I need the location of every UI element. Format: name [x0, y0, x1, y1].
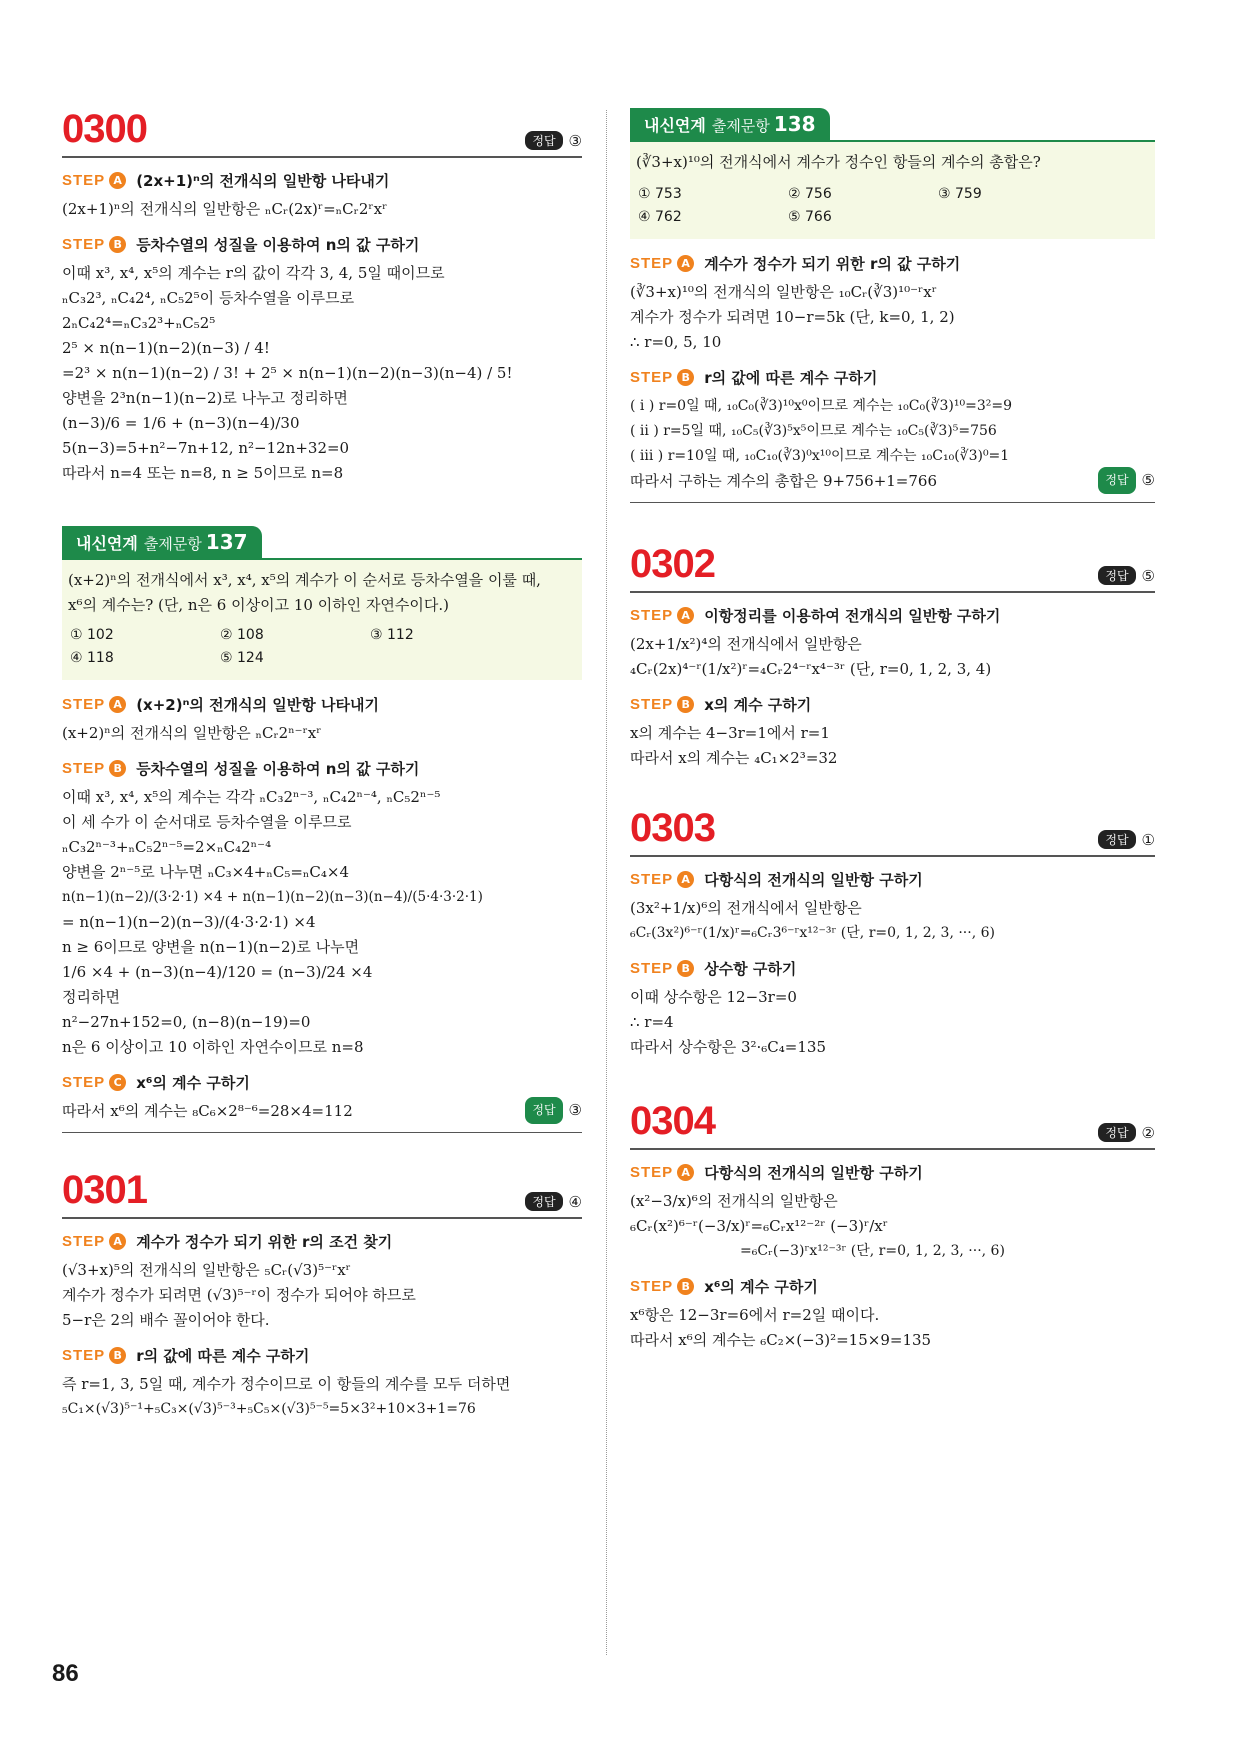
solution-line: (2x+1)ⁿ의 전개식의 일반항은 ₙCᵣ(2x)ʳ=ₙCᵣ2ʳxʳ [62, 200, 388, 218]
answer-value: ② [1141, 1123, 1155, 1142]
left-column [62, 108, 582, 1422]
problem-0303 [630, 807, 1155, 1060]
tag-number: 137 [205, 530, 248, 554]
solution-line: (2x+1/x²)⁴의 전개식에서 일반항은 [630, 635, 862, 653]
step-title: 다항식의 전개식의 일반항 구하기 [704, 1164, 923, 1182]
right-column [630, 108, 1155, 1353]
linked-problem-138 [630, 108, 1155, 239]
answer-value: ⑤ [1141, 566, 1155, 585]
solution-line [630, 469, 1155, 494]
tag-sub: 출제문항 [711, 117, 770, 135]
linked-problem-header [630, 108, 1155, 142]
option: ④ 762 [638, 209, 682, 225]
problem-0302 [630, 543, 1155, 771]
problem-header [630, 1100, 1155, 1150]
solution-line: (x²−3/x)⁶의 전개식의 일반항은 [630, 1192, 838, 1210]
step-a: STEP A (x+2)ⁿ의 전개식의 일반항 나타내기 [62, 696, 379, 714]
problem-header [630, 543, 1155, 593]
step-a: STEP A 계수가 정수가 되기 위한 r의 값 구하기 [630, 255, 961, 273]
step-a: STEP A 계수가 정수가 되기 위한 r의 조건 찾기 [62, 1233, 393, 1251]
linked-problem-header [62, 526, 582, 560]
question-line: (x+2)ⁿ의 전개식에서 x³, x⁴, x⁵의 계수가 이 순서로 등차수열을 이룰 때, [68, 571, 541, 589]
step-a: STEP A 다항식의 전개식의 일반항 구하기 [630, 1164, 923, 1182]
solution-line: 5(n−3)=5+n²−7n+12, n²−12n+32=0 [62, 439, 350, 457]
step-letter: A [677, 871, 694, 888]
problem-0301 [62, 1169, 582, 1422]
solution-line: =2³ × n(n−1)(n−2) / 3! + 2⁵ × n(n−1)(n−2)(n−3)(n−4) / 5! [62, 364, 513, 382]
step-letter: A [109, 696, 126, 713]
answer-value: ① [1141, 830, 1155, 849]
step-b: STEP B 상수항 구하기 [630, 960, 797, 978]
step-letter: B [677, 369, 694, 386]
solution-line: 즉 r=1, 3, 5일 때, 계수가 정수이므로 이 항들의 계수를 모두 더하면 [62, 1375, 511, 1393]
solution-line: (n−3)/6 = 1/6 + (n−3)(n−4)/30 [62, 414, 300, 432]
column-divider [606, 110, 607, 1655]
step-title: 이항정리를 이용하여 전개식의 일반항 구하기 [704, 607, 1001, 625]
option: ⑤ 766 [788, 209, 832, 225]
solution-line: 양변을 2³n(n−1)(n−2)로 나누고 정리하면 [62, 389, 348, 407]
step-title: 다항식의 전개식의 일반항 구하기 [704, 871, 923, 889]
step-title: (x+2)ⁿ의 전개식의 일반항 나타내기 [136, 696, 379, 714]
step-title: 등차수열의 성질을 이용하여 n의 값 구하기 [136, 760, 420, 778]
answer-options [630, 183, 1155, 229]
solution-line: 양변을 2ⁿ⁻⁵로 나누면 ₙC₃×4+ₙC₅=ₙC₄×4 [62, 863, 349, 881]
option: ③ 112 [370, 627, 414, 643]
option: ③ 759 [938, 186, 982, 202]
solution-line: 2ₙC₄2⁴=ₙC₃2³+ₙC₅2⁵ [62, 314, 216, 332]
solution-line: ₅C₁×(√3)⁵⁻¹+₅C₃×(√3)⁵⁻³+₅C₅×(√3)⁵⁻⁵=5×3²+10×3+1=76 [62, 1401, 476, 1417]
problem-header [630, 807, 1155, 857]
step-b: STEP B x의 계수 구하기 [630, 696, 812, 714]
solution-text: 따라서 구하는 계수의 총합은 9+756+1=766 [630, 472, 938, 490]
answer [1098, 830, 1155, 849]
step-letter: A [677, 607, 694, 624]
solution-line: ₄Cᵣ(2x)⁴⁻ʳ(1/x²)ʳ=₄Cᵣ2⁴⁻ʳx⁴⁻³ʳ (단, r=0, 1, 2, 3, 4) [630, 660, 992, 678]
option: ① 102 [70, 627, 114, 643]
problem-0304 [630, 1100, 1155, 1353]
step-letter: B [109, 1347, 126, 1364]
step-letter: B [109, 236, 126, 253]
step-letter: C [109, 1074, 126, 1091]
answer [1098, 467, 1155, 494]
answer-value: ⑤ [1141, 471, 1155, 489]
tag-sub: 출제문항 [143, 535, 202, 553]
solution-line: (x+2)ⁿ의 전개식의 일반항은 ₙCᵣ2ⁿ⁻ʳxʳ [62, 724, 322, 742]
step-letter: B [677, 1278, 694, 1295]
tag-number: 138 [773, 112, 816, 136]
solution-line: (∛3+x)¹⁰의 전개식의 일반항은 ₁₀Cᵣ(∛3)¹⁰⁻ʳxʳ [630, 283, 937, 301]
problem-0300 [62, 108, 582, 486]
tag-label: 내신연계 [644, 116, 706, 135]
solution-line: 5−r은 2의 배수 꼴이어야 한다. [62, 1311, 270, 1329]
solution-line: 1/6 ×4 + (n−3)(n−4)/120 = (n−3)/24 ×4 [62, 963, 373, 981]
solution-line: 따라서 x⁶의 계수는 ₆C₂×(−3)²=15×9=135 [630, 1331, 932, 1349]
problem-number: 0301 [62, 1168, 147, 1212]
answer-value: ③ [568, 1101, 582, 1119]
page-number: 86 [52, 1660, 79, 1687]
problem-number: 0302 [630, 542, 715, 586]
step-title: r의 값에 따른 계수 구하기 [704, 369, 878, 387]
step-b: STEP B r의 값에 따른 계수 구하기 [630, 369, 878, 387]
answer [525, 131, 582, 150]
tag-label: 내신연계 [76, 534, 138, 553]
solution-line: n ≥ 6이므로 양변을 n(n−1)(n−2)로 나누면 [62, 938, 360, 956]
solution-line: 이 세 수가 이 순서대로 등차수열을 이루므로 [62, 813, 352, 831]
answer-badge: 정답 [525, 1097, 562, 1124]
step-letter: B [109, 760, 126, 777]
step-title: 상수항 구하기 [704, 960, 797, 978]
solution-line: ₆Cᵣ(3x²)⁶⁻ʳ(1/x)ʳ=₆Cᵣ3⁶⁻ʳx¹²⁻³ʳ (단, r=0, 1, 2, 3, ···, 6) [630, 925, 995, 941]
step-title: r의 값에 따른 계수 구하기 [136, 1347, 310, 1365]
answer [1098, 566, 1155, 585]
option: ② 108 [220, 627, 264, 643]
answer-badge: 정답 [1098, 830, 1135, 849]
solution-138 [630, 253, 1155, 503]
solution-line: 정리하면 [62, 988, 120, 1006]
linked-problem-tag [62, 526, 262, 558]
solution-line: x⁶항은 12−3r=6에서 r=2일 때이다. [630, 1306, 880, 1324]
answer-badge: 정답 [1098, 1123, 1135, 1142]
step-c: STEP C x⁶의 계수 구하기 [62, 1074, 250, 1092]
solution-line: n²−27n+152=0, (n−8)(n−19)=0 [62, 1013, 311, 1031]
solution-line: ₙC₃2³, ₙC₄2⁴, ₙC₅2⁵이 등차수열을 이루므로 [62, 289, 355, 307]
answer-badge: 정답 [1098, 566, 1135, 585]
step-a: STEP A 다항식의 전개식의 일반항 구하기 [630, 871, 923, 889]
step-b: STEP B 등차수열의 성질을 이용하여 n의 값 구하기 [62, 236, 420, 254]
solution-line: 2⁵ × n(n−1)(n−2)(n−3) / 4! [62, 339, 270, 357]
solution-line: = n(n−1)(n−2)(n−3)/(4·3·2·1) ×4 [62, 913, 316, 931]
step-letter: B [677, 696, 694, 713]
step-title: x의 계수 구하기 [704, 696, 812, 714]
answer-badge: 정답 [1098, 467, 1135, 494]
solution-line: 따라서 x의 계수는 ₄C₁×2³=32 [630, 749, 838, 767]
step-letter: A [677, 1164, 694, 1181]
section-rule [62, 1132, 582, 1133]
step-b: STEP B x⁶의 계수 구하기 [630, 1278, 818, 1296]
solution-line: n(n−1)(n−2)/(3·2·1) ×4 + n(n−1)(n−2)(n−3)(n−4)/(5·4·3·2·1) [62, 889, 483, 905]
solution-line: ( ii ) r=5일 때, ₁₀C₅(∛3)⁵x⁵이므로 계수는 ₁₀C₅(∛3)⁵=756 [630, 423, 997, 439]
problem-number: 0300 [62, 107, 147, 151]
problem-header [62, 108, 582, 158]
solution-line: ₆Cᵣ(x²)⁶⁻ʳ(−3/x)ʳ=₆Cᵣx¹²⁻²ʳ (−3)ʳ/xʳ [630, 1217, 888, 1235]
step-title: x⁶의 계수 구하기 [136, 1074, 250, 1092]
solution-line: 계수가 정수가 되려면 (√3)⁵⁻ʳ이 정수가 되어야 하므로 [62, 1286, 416, 1304]
option: ② 756 [788, 186, 832, 202]
problem-header [62, 1169, 582, 1219]
linked-problem-137 [62, 526, 582, 680]
answer-badge: 정답 [525, 131, 562, 150]
solution-line: ₙC₃2ⁿ⁻³+ₙC₅2ⁿ⁻⁵=2×ₙC₄2ⁿ⁻⁴ [62, 838, 272, 856]
solution-line: 계수가 정수가 되려면 10−r=5k (단, k=0, 1, 2) [630, 308, 955, 326]
section-rule [630, 502, 1155, 503]
solution-line [62, 1099, 582, 1124]
step-title: x⁶의 계수 구하기 [704, 1278, 818, 1296]
solution-line: 이때 x³, x⁴, x⁵의 계수는 r의 값이 각각 3, 4, 5일 때이므로 [62, 264, 445, 282]
step-a: STEP A (2x+1)ⁿ의 전개식의 일반항 나타내기 [62, 172, 390, 190]
step-letter: A [109, 1233, 126, 1250]
step-title: (2x+1)ⁿ의 전개식의 일반항 나타내기 [136, 172, 390, 190]
step-letter: B [677, 960, 694, 977]
option: ⑤ 124 [220, 650, 264, 666]
step-b: STEP B r의 값에 따른 계수 구하기 [62, 1347, 310, 1365]
answer [525, 1097, 582, 1124]
option: ④ 118 [70, 650, 114, 666]
question-line: (∛3+x)¹⁰의 전개식에서 계수가 정수인 항들의 계수의 총합은? [636, 153, 1041, 171]
solution-line: =₆Cᵣ(−3)ʳx¹²⁻³ʳ (단, r=0, 1, 2, 3, ···, 6) [740, 1243, 1005, 1259]
solution-text: 따라서 x⁶의 계수는 ₈C₆×2⁸⁻⁶=28×4=112 [62, 1102, 353, 1120]
solution-137 [62, 694, 582, 1133]
answer-value: ④ [568, 1192, 582, 1211]
solution-line: ∴ r=0, 5, 10 [630, 333, 722, 351]
step-a: STEP A 이항정리를 이용하여 전개식의 일반항 구하기 [630, 607, 1001, 625]
answer-value: ③ [568, 131, 582, 150]
solution-line: 따라서 n=4 또는 n=8, n ≥ 5이므로 n=8 [62, 464, 344, 482]
step-title: 계수가 정수가 되기 위한 r의 값 구하기 [704, 255, 961, 273]
problem-number: 0304 [630, 1099, 715, 1143]
solution-line: 따라서 상수항은 3²·₆C₄=135 [630, 1038, 826, 1056]
solution-line: x의 계수는 4−3r=1에서 r=1 [630, 724, 830, 742]
solution-line: 이때 상수항은 12−3r=0 [630, 988, 797, 1006]
option: ① 753 [638, 186, 682, 202]
question-line: x⁶의 계수는? (단, n은 6 이상이고 10 이하인 자연수이다.) [68, 596, 450, 614]
solution-line: n은 6 이상이고 10 이하인 자연수이므로 n=8 [62, 1038, 364, 1056]
step-letter: A [677, 255, 694, 272]
answer-options [62, 624, 582, 670]
step-title: 계수가 정수가 되기 위한 r의 조건 찾기 [136, 1233, 393, 1251]
step-b: STEP B 등차수열의 성질을 이용하여 n의 값 구하기 [62, 760, 420, 778]
problem-number: 0303 [630, 806, 715, 850]
solution-line: (√3+x)⁵의 전개식의 일반항은 ₅Cᵣ(√3)⁵⁻ʳxʳ [62, 1261, 351, 1279]
step-letter: A [109, 172, 126, 189]
answer [525, 1192, 582, 1211]
solution-line: ( i ) r=0일 때, ₁₀C₀(∛3)¹⁰x⁰이므로 계수는 ₁₀C₀(∛3)¹⁰=3²=9 [630, 398, 1012, 414]
answer-badge: 정답 [525, 1192, 562, 1211]
linked-problem-tag [630, 108, 830, 140]
answer [1098, 1123, 1155, 1142]
step-title: 등차수열의 성질을 이용하여 n의 값 구하기 [136, 236, 420, 254]
solution-line: (3x²+1/x)⁶의 전개식에서 일반항은 [630, 899, 862, 917]
solution-line: 이때 x³, x⁴, x⁵의 계수는 각각 ₙC₃2ⁿ⁻³, ₙC₄2ⁿ⁻⁴, ₙC₅2ⁿ⁻⁵ [62, 788, 441, 806]
solution-line: ( iii ) r=10일 때, ₁₀C₁₀(∛3)⁰x¹⁰이므로 계수는 ₁₀C₁₀(∛3)⁰=1 [630, 448, 1010, 464]
solution-line: ∴ r=4 [630, 1013, 674, 1031]
